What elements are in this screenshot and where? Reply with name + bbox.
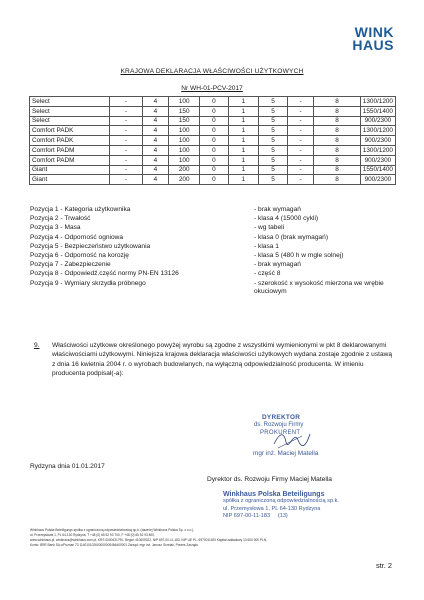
table-cell: 0 [200,145,229,155]
position-value: - brak wymagań [254,206,301,213]
position-value: - brak wymagań [254,261,301,269]
table-cell: - [287,145,314,155]
table-cell: 8 [314,145,360,155]
table-cell: - [287,165,314,175]
table-cell: 100 [169,145,200,155]
position-row [30,243,400,252]
table-cell: 1300/1200 [360,145,395,155]
position-value: - część 8 [254,270,281,278]
table-cell: 1 [228,126,258,136]
table-cell: 4 [142,116,169,126]
table-cell: - [110,116,142,126]
table-cell: - [287,97,314,107]
table-cell: 4 [142,165,169,175]
table-cell: 0 [200,155,229,165]
position-label: Pozycja 9 - Wymiary skrzydła próbnego [30,279,146,287]
position-label: Pozycja 5 - Bezpieczeństwo użytkowania [30,242,151,250]
table-cell: - [287,155,314,165]
table-cell: - [287,116,314,126]
logo-line-2: HAUS [352,37,394,53]
table-cell: 1 [228,97,258,107]
signer-name: Dyrektor ds. Rozwoju Firmy Maciej Matella [207,476,332,483]
paragraph-number: 9. [34,342,40,349]
product-name-cell: Giant [30,165,110,175]
table-cell: 900/2300 [360,155,395,165]
document-title: KRAJOWA DEKLARACJA WŁAŚCIWOŚCI UŻYTKOWYCH [120,68,304,75]
table-cell: 5 [259,116,288,126]
footer [30,528,360,548]
position-label: Pozycja 8 - Odpowiedź.część normy PN-EN 13126 [30,270,179,278]
table-cell: 0 [200,175,229,185]
table-row [30,106,396,116]
table-cell: 4 [142,155,169,165]
table-cell: 100 [169,155,200,165]
position-row [30,261,400,270]
product-table [29,96,396,185]
product-name-cell: Select [30,116,110,126]
table-cell: 1 [228,116,258,126]
table-cell: - [110,106,142,116]
footer-line-4: Konto: BRE Bank SA o/Poznań 73 114010102600000000466400001 Zarząd: mgr inż. Janusz Grzelak, Prezes Zarządu [30,543,199,547]
table-cell: 4 [142,126,169,136]
table-cell: - [110,175,142,185]
table-cell: - [110,126,142,136]
table-cell: 1 [228,175,258,185]
product-name-cell: Select [30,106,110,116]
table-row [30,175,396,185]
winkhaus-logo [338,26,394,60]
table-cell: - [287,175,314,185]
table-cell: 1 [228,106,258,116]
table-cell: 4 [142,145,169,155]
table-cell: 5 [259,145,288,155]
table-cell: 200 [169,175,200,185]
table-cell: 0 [200,136,229,146]
table-row [30,116,396,126]
position-label: Pozycja 7 - Zabezpieczenie [30,261,111,269]
table-cell: 0 [200,126,229,136]
product-name-cell: Comfort PADK [30,136,110,146]
table-cell: 100 [169,136,200,146]
stamp-title: DYREKTOR [262,414,301,421]
footer-line-2: ul. Przemysłowa 1, PL 64-130 Rydzyna, T +48 (0) 65 52 93 700, F +48 (0) 65 52 93 800, [30,533,155,537]
table-cell: 900/2300 [360,175,395,185]
table-cell: 8 [314,126,360,136]
table-cell: 0 [200,116,229,126]
stamp-role: PROKURENT [260,430,301,436]
position-row [30,215,400,224]
table-cell: 0 [200,165,229,175]
declaration-paragraph [34,341,394,379]
company-stamp [223,491,373,521]
table-cell: 1300/1200 [360,97,395,107]
paragraph-text: Właściwości użytkowe określonego powyżej wyrobu są zgodne z wszystkimi wymienionymi w pkt 8 deklarowanymi właściwościami użytkowymi. Niniejsza krajowa deklaracja właściwości użytkowych wydana zostaje zgodnie z ustawą z dnia 16 kwietnia 2004 r. o wyrobach budowlanych, na wyłączną odpowiedzialność producenta. W imieniu producenta podpisał(-a): [52,342,393,378]
product-name-cell: Comfort PADM [30,145,110,155]
table-cell: 8 [314,97,360,107]
position-row [30,206,400,215]
position-label: Pozycja 3 - Masa [30,224,81,232]
table-cell: 4 [142,136,169,146]
position-row [30,270,400,279]
position-row [30,252,400,261]
table-cell: 5 [259,136,288,146]
table-cell: 5 [259,155,288,165]
footer-line-1: Winkhaus Polska Beteiligungs spółka z ograniczoną odpowiedzialnością sp.k. (dawniej Winkhaus Polska Sp. z o.o.), [30,528,195,532]
table-cell: 1550/1400 [360,165,395,175]
product-name-cell: Select [30,97,110,107]
position-value: - szerokość x wysokość mierzona we wrębie okuciowym [254,279,384,295]
company-stamp-form: spółka z ograniczoną odpowiedzialnością sp.k. [223,498,339,505]
table-cell: 150 [169,116,200,126]
product-name-cell: Comfort PADM [30,155,110,165]
table-cell: 900/2300 [360,116,395,126]
page-number: str. 2 [375,561,392,570]
company-stamp-address: ul. Przemysłowa 1, PL 64-130 Rydzyna [223,505,321,512]
position-label: Pozycja 1 - Kategoria użytkownika [30,206,131,213]
table-cell: 5 [259,165,288,175]
company-stamp-nip-value: NIP 697-00-11-183 [223,513,271,520]
position-value: - klasa 1 [254,242,279,250]
table-cell: 8 [314,136,360,146]
table-cell: - [287,106,314,116]
table-cell: - [287,126,314,136]
table-cell: 4 [142,97,169,107]
table-cell: 8 [314,106,360,116]
position-row [30,224,400,233]
position-label: Pozycja 4 - Odporność ogniowa [30,233,124,241]
table-cell: 1 [228,136,258,146]
table-cell: 900/2300 [360,136,395,146]
table-row [30,145,396,155]
table-cell: - [287,136,314,146]
table-cell: - [110,155,142,165]
table-cell: 1300/1200 [360,126,395,136]
position-value: - klasa 4 (15000 cykli) [254,215,319,223]
table-cell: 1 [228,155,258,165]
position-label: Pozycja 6 - Odporność na korozję [30,251,129,259]
position-row [30,280,400,296]
table-cell: 100 [169,97,200,107]
stamp-name: mgr inż. Maciej Matella [253,450,319,457]
table-cell: 8 [314,175,360,185]
logo-line-1: WINK [354,24,394,40]
director-stamp [224,414,344,460]
position-value: - klasa 5 (480 h w mgle solnej) [254,251,344,259]
table-cell: 5 [259,97,288,107]
table-cell: 8 [314,155,360,165]
signature [272,428,312,450]
table-cell: 150 [169,106,200,116]
position-row [30,234,400,243]
stamp-dept: ds. Rozwoju Firmy [254,422,304,428]
table-cell: 0 [200,106,229,116]
company-stamp-code: (13) [277,513,288,520]
table-cell: 4 [142,106,169,116]
footer-line-3: www.winkhaus.pl, winkhaus@winkhaus.com.pl, KRS 0000431790, Regon 410605022, NIP 697-00-11-183, NIP UE PL, 6970011183 Kapitał zakładowy 13 600 000 PLN, [30,538,268,542]
table-row [30,155,396,165]
table-cell: 1 [228,145,258,155]
product-name-cell: Giant [30,175,110,185]
company-stamp-name: Winkhaus Polska Beteiligungs [223,491,325,498]
table-cell: 1550/1400 [360,106,395,116]
position-value: - wg tabeli [254,224,285,232]
table-cell: - [110,165,142,175]
table-cell: 8 [314,116,360,126]
table-cell: 5 [259,175,288,185]
table-cell: 1 [228,165,258,175]
table-cell: 200 [169,165,200,175]
table-cell: 5 [259,106,288,116]
positions-list [30,206,400,296]
table-cell: - [110,145,142,155]
table-cell: 100 [169,126,200,136]
table-cell: 0 [200,97,229,107]
table-row [30,165,396,175]
position-value: - klasa 0 (brak wymagań) [254,233,329,241]
table-cell: - [110,97,142,107]
table-row [30,136,396,146]
table-cell: 5 [259,126,288,136]
table-cell: 8 [314,165,360,175]
table-cell: 4 [142,175,169,185]
place-date: Rydzyna dnia 01.01.2017 [30,463,105,470]
table-cell: - [110,136,142,146]
position-label: Pozycja 2 - Trwałość [30,215,91,223]
table-row [30,126,396,136]
product-name-cell: Comfort PADK [30,126,110,136]
table-row [30,97,396,107]
document-number: Nr WH-01-PCV-2017 [181,85,243,92]
company-stamp-nip [223,513,373,520]
